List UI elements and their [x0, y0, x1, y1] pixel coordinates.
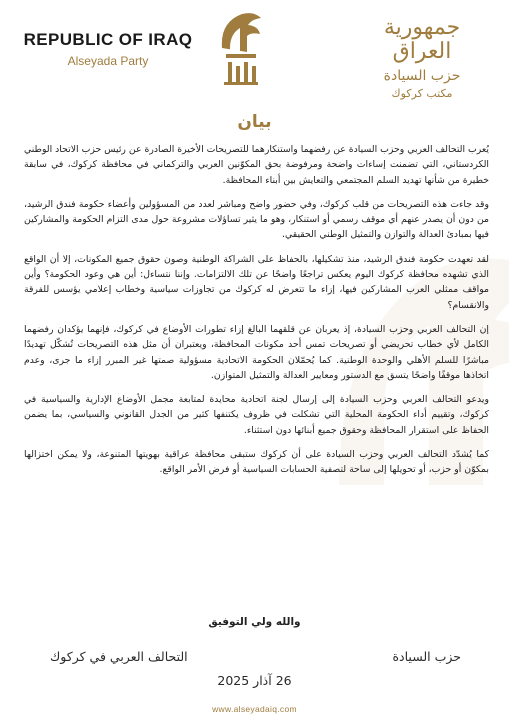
paragraph: يُعرب التحالف العربي وحزب السيادة عن رفضهما واستنكارهما للتصريحات الأخيرة الصادرة عن رئيس حزب الاتحاد الوطني الكردستاني، التي تضمنت إساءات واضحة ومرفوضة بحق المكوّنين العربي والتركماني في محافظة كركوك، في سابقة خطيرة من شأنها تهديد السلم المجتمعي والتعايش بين أبناء المحافظة.	[24, 144, 489, 186]
footer-website-link[interactable]: www.alseyadaiq.com	[212, 704, 297, 714]
paragraph: وقد جاءت هذه التصريحات من قلب كركوك، وفي حضور واضح ومباشر لعدد من المسؤولين وأعضاء حكومة فندق الرشيد، من دون أن يصدر عنهم أي موقف رسمي أو استنكار، وهو ما يثير تساؤلات مشروعة حول مدى التزام الحكومة والمشاركين فيها بمبادئ العدالة والتوازن والتمثيل الوطني الحقيقي.	[24, 198, 489, 241]
signature-alliance: التحالف العربي في كركوك	[50, 649, 188, 664]
brand-arabic	[357, 16, 487, 100]
statement-body	[24, 142, 489, 487]
statement-date: 26 آذار 2025	[217, 673, 292, 688]
paragraph: ويدعو التحالف العربي وحزب السيادة إلى إرسال لجنة اتحادية محايدة لمتابعة مجمل الأوضاع الإدارية والسياسية في كركوك، وتقييم أداء الحكومة المحلية التي تشكلت في ظروف يكتنفها كثير من الجدل القانوني والسياسي، بما يضمن الحفاظ على استقرار المحافظة وحقوق جميع أبنائها دون استثناء.	[24, 394, 489, 436]
republic-name-en: REPUBLIC OF IRAQ	[23, 30, 193, 49]
closing-line: والله ولي التوفيق	[208, 616, 301, 628]
letterhead	[0, 0, 509, 100]
eagle-emblem-icon	[214, 8, 266, 88]
office-name-ar: مكتب كركوك	[391, 87, 453, 101]
document-title: بيان	[237, 112, 272, 132]
paragraph: إن التحالف العربي وحزب السيادة، إذ يعربان عن قلقهما البالغ إزاء تطورات الأوضاع في كركوك، فإنهما يؤكدان رفضهما الكامل لأي خطاب تحريضي أو تصريحات تمس أحد مكونات المحافظة، ويعتبران أن مثل هذه التصريحات تُشكّل تهديدًا مباشرًا للسلم الأهلي والوحدة الوطنية. كما يُحمّلان الحكومة الاتحادية مسؤولية صمتها غير المبرر إزاء ما جرى، وعدم اتخاذها موقفًا واضحًا يتسق مع الدستور ومعايير العدالة والتمثيل المتوازن.	[24, 323, 489, 381]
paragraph: لقد تعهدت حكومة فندق الرشيد، منذ تشكيلها، بالحفاظ على الشراكة الوطنية وصون حقوق جميع المكونات، إلا أن الواقع الذي تشهده محافظة كركوك اليوم يعكس تراجعًا واضحًا عن تلك الالتزامات. وإننا نتساءل: أين هي وعود الحكومة؟ وأين مواقف ممثلي العرب المشاركين فيها، إزاء ما تتعرض له كركوك من تجاوزات سياسية وخطاب إعلامي يؤسس للفرقة والانقسام؟	[24, 253, 489, 311]
party-name-ar: حزب السيادة	[383, 68, 461, 85]
party-name-en: Alseyada Party	[67, 54, 149, 68]
republic-name-ar: جمهورية العراق	[383, 15, 461, 65]
brand-english	[18, 30, 198, 68]
signature-party: حزب السيادة	[392, 649, 461, 664]
paragraph: كما يُشدّد التحالف العربي وحزب السيادة على أن كركوك ستبقى محافظة عراقية بهويتها المتنوعة، ولا يمكن اختزالها بمكوّن أو حزب، أو تحويلها إلى ساحة لتصفية الحسابات السياسية أو فرض الأمر الواقع.	[24, 449, 489, 476]
